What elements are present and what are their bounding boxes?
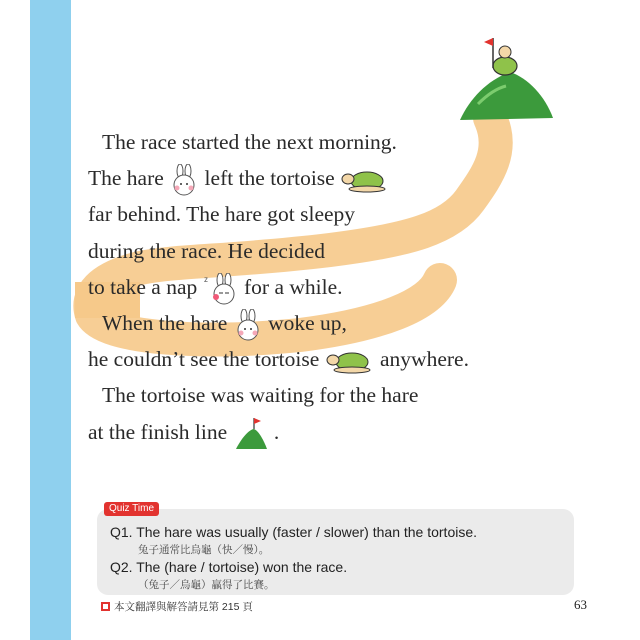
- story-line-7: he couldn’t see the tortoise anywhere.: [88, 341, 588, 377]
- quiz-question-2: Q2. The (hare / tortoise) won the race.: [110, 559, 348, 575]
- quiz-question-2-translation: （兔子／烏龜）贏得了比賽。: [138, 579, 275, 591]
- story-line-1: The race started the next morning.: [102, 130, 397, 154]
- story-line-9: at the finish line .: [88, 414, 588, 450]
- story-line-3: far behind. The hare got sleepy: [88, 202, 356, 227]
- story-line-4: during the race. He decided: [88, 238, 325, 263]
- tortoise-icon: [341, 167, 389, 193]
- story-line-5: to take a nap z for a while.: [88, 269, 588, 305]
- quiz-box: [97, 509, 574, 595]
- note-square-icon: [101, 602, 110, 611]
- sleeping-hare-icon: [204, 273, 238, 305]
- summit-hill: [460, 38, 553, 120]
- quiz-time-tag: Quiz Time: [104, 502, 159, 516]
- page-number: 63: [574, 597, 587, 612]
- hare-icon: [234, 309, 262, 341]
- finish-hill-icon: [234, 417, 268, 451]
- quiz-question-1: Q1. The hare was usually (faster / slower) than the tortoise.: [110, 524, 478, 540]
- story-line-8: The tortoise was waiting for the hare: [102, 383, 419, 408]
- story-line-2: The hare left the tortoise: [88, 160, 588, 196]
- translation-reference-note: 本文翻譯與解答請見第 215 頁: [101, 599, 253, 614]
- svg-text:z: z: [203, 274, 208, 284]
- story-line-6: When the hare woke up,: [88, 305, 588, 341]
- hare-icon: [170, 164, 198, 196]
- story-text: [88, 124, 588, 450]
- tortoise-icon: [326, 348, 374, 374]
- quiz-question-1-translation: 兔子通常比烏龜（快／慢）。: [138, 544, 270, 556]
